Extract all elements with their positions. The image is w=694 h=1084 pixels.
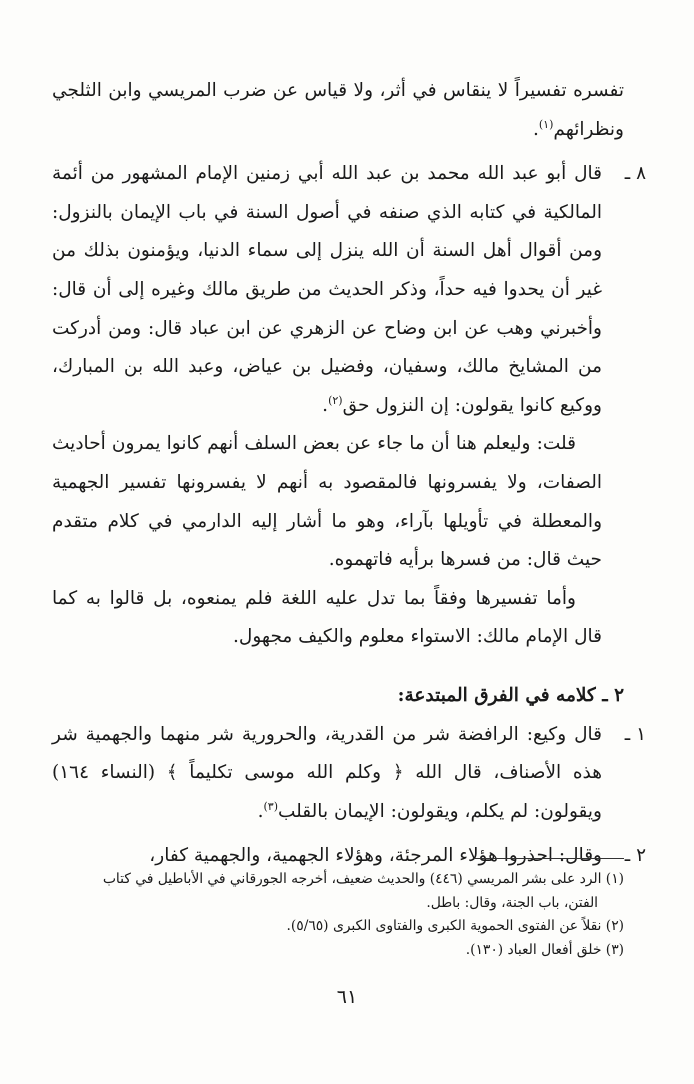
footnote-text: الفتن، باب الجنة، وقال: باطل. [426,894,598,911]
item-number: ١ ـ [624,723,646,745]
paragraph-comment-2 [52,580,624,657]
paragraph-continuation: تفسره تفسيراً لا ينقاس في أثر، ولا قياس عن ضرب المريسي وابن الثلجي ونظرائهم$^{(١)}$. [52,80,624,140]
footnote-ref[interactable]: (١) [538,117,554,131]
footnote-text: خلق أفعال العباد (١٣٠). [465,941,602,958]
footnote-separator [474,858,624,859]
paragraph-text: قال وكيع: الرافضة شر من القدرية، والحرورية شر منهما والجهمية شر هذه الأصناف، قال الله ﴿ وكلم الله موسى تكليماً ﴾ (النساء ١٦٤) ويقولون: لم يكلم، ويقولون: الإيمان بالقلب [52,723,602,822]
item-number: ٨ ـ [624,163,646,185]
footnote-text: نقلاً عن الفتوى الحموية الكبرى والفتاوى الكبرى (٥/٦٥). [286,918,602,934]
footnotes [52,868,624,962]
paragraph-text: وأما تفسيرها وفقاً بما تدل عليه اللغة فلم يمنعوه، بل قالوا به كما قال الإمام مالك: الاستواء معلوم والكيف مجهول. [52,587,602,648]
footnote-1-continuation [52,892,624,916]
footnote-3 [52,939,624,963]
paragraph-comment [52,425,624,579]
footnote-2 [52,915,624,939]
footnote-marker: (٣) [605,941,624,958]
footnote-marker: (٢) [605,918,624,934]
section-heading [52,677,624,716]
footnote-marker: (١) [605,871,624,887]
paragraph-text: قال أبو عبد الله محمد بن عبد الله أبي زمنين الإمام المشهور من أئمة المالكية في كتابه الذي صنفه في أصول السنة في باب الإيمان بالنزول: ومن أقوال أهل السنة أن الله ينزل إلى سماء الدنيا، ويؤمنون بذلك من غير أن يحدوا فيه حداً، وذكر الحديث من طريق مالك وغيره إلى أن قال: وأخبرني وهب عن ابن وضاح عن الزهري عن ابن عباد قال: ومن أدركت من المشايخ مالك، وسفيان، وفضيل بن عياض، وعبد الله بن المبارك، ووكيع كانوا يقولون: إن النزول حق [52,163,602,416]
footnote-ref[interactable]: (٢) [328,393,343,407]
paragraph-text: قلت: وليعلم هنا أن ما جاء عن بعض السلف أنهم كانوا يمرون أحاديث الصفات، ولا يفسرونها فالمقصود به أنهم لا يفسرونها تفسير الجهمية والمعطلة في تأويلها بآراء، وهو ما أشار إليه الدارمي في كلام متقدم حيث قال: من فسرها برأيه فاتهموه. [52,433,602,571]
section-title: كلامه في الفرق المبتدعة: [397,684,596,706]
footnote-ref[interactable]: (٣) [263,799,279,813]
paragraph-text: تفسره تفسيراً لا ينقاس في أثر، ولا قياس عن ضرب المريسي وابن الثلجي ونظرائهم [52,80,624,140]
section-number: ٢ ـ [602,684,624,706]
page-number: ٦١ [336,986,358,1008]
numbered-item-1: ١ ـقال وكيع: الرافضة شر من القدرية، والحرورية شر منهما والجهمية شر هذه الأصناف، قال الله ﴿ وكلم الله موسى تكليماً ﴾ (النساء ١٦٤) ويقولون: لم يكلم، ويقولون: الإيمان بالقلب$^{(٣)}$. [52,716,624,832]
main-text [52,72,646,876]
footnote-text: الرد على بشر المريسي (٤٤٦) والحديث ضعيف، أخرجه الجورقاني في الأباطيل في كتاب [102,871,602,887]
paragraph-text: وقال: احذروا هؤلاء المرجئة، وهؤلاء الجهمية، والجهمية كفار، [149,845,602,867]
item-number: ٢ ـ [624,845,646,867]
numbered-item-8: ٨ ـقال أبو عبد الله محمد بن عبد الله أبي زمنين الإمام المشهور من أئمة المالكية في كتابه الذي صنفه في أصول السنة في باب الإيمان بالنزول: ومن أقوال أهل السنة أن الله ينزل إلى سماء الدنيا، ويؤمنون بذلك من غير أن يحدوا فيه حداً، وذكر الحديث من طريق مالك وغيره إلى أن قال: وأخبرني وهب عن ابن وضاح عن الزهري عن ابن عباد قال: ومن أدركت من المشايخ مالك، وسفيان، وفضيل بن عياض، وعبد الله بن المبارك، ووكيع كانوا يقولون: إن النزول حق$^{(٢)}$. [52,155,624,425]
footnote-1 [52,868,624,892]
